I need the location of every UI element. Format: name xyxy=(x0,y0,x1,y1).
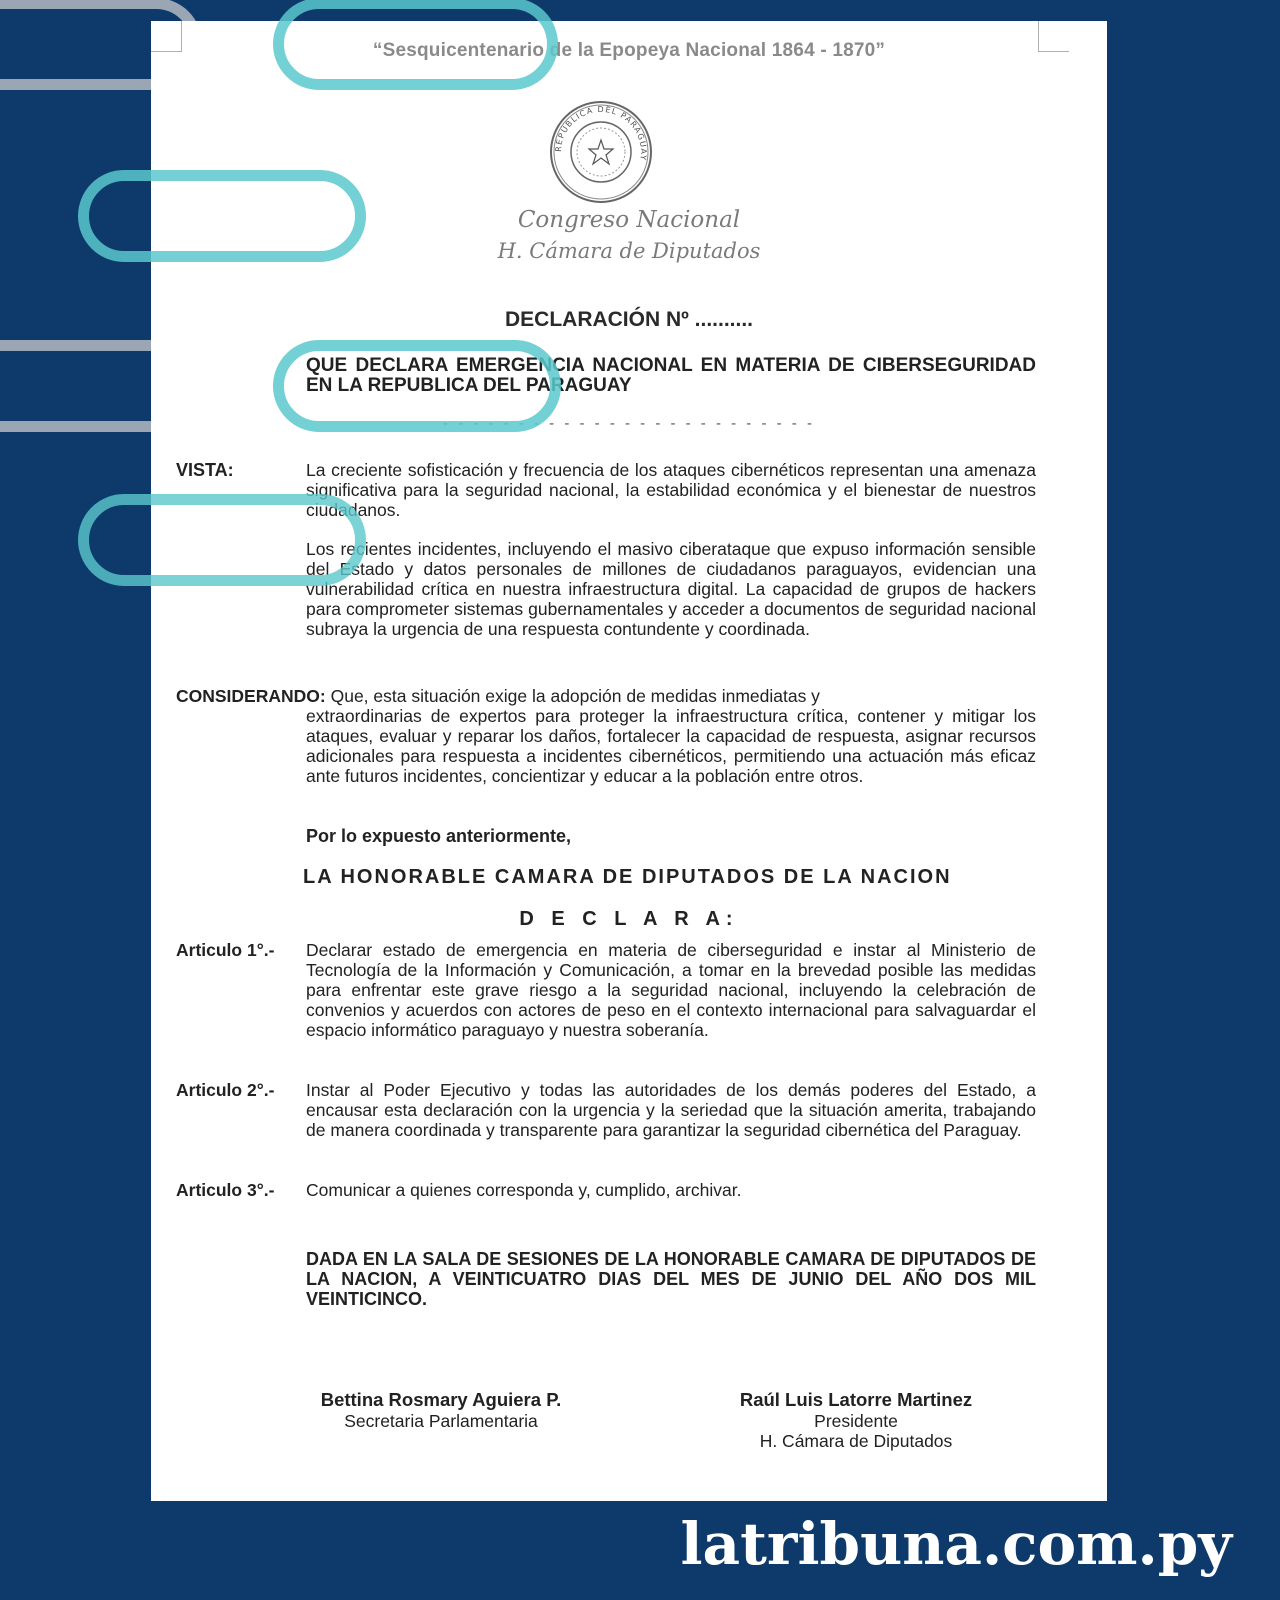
declaration-number: DECLARACIÓN Nº .......... xyxy=(504,308,753,331)
signature-block-left xyxy=(291,1389,591,1431)
signatory-left-name: Bettina Rosmary Aguiera P. xyxy=(320,1389,562,1410)
article-2-label: Articulo 2°.- xyxy=(176,1080,275,1100)
signatory-right-name: Raúl Luis Latorre Martinez xyxy=(739,1389,973,1410)
considerando-label: CONSIDERANDO: xyxy=(176,686,326,706)
institution-line-2: H. Cámara de Diputados xyxy=(497,239,761,263)
vista-paragraph-1: La creciente sofisticación y frecuencia de los ataques cibernéticos representan una amenaza significativa para la seguridad nacional, la estabilidad económica y el bienestar de nuestros ciudadanos. xyxy=(306,460,1036,520)
declara-heading: D E C L A R A: xyxy=(519,908,739,930)
declaration-subject: QUE DECLARA EMERGENCIA NACIONAL EN MATERIA DE CIBERSEGURIDAD EN LA REPUBLICA DEL PARAGUAY xyxy=(306,355,1036,396)
por-lo-expuesto: Por lo expuesto anteriormente, xyxy=(306,826,572,846)
considerando-paragraph: extraordinarias de expertos para proteger la infraestructura crítica, contener y mitigar los ataques, evaluar y reparar los daños, fortalecer la capacidad de respuesta, asignar recursos adicionales para respuesta a incidentes cibernéticos, permitiendo una actuación más eficaz ante futuros incidentes, concientizar y educar a la población entre otros. xyxy=(306,706,1036,786)
decor-pill-6 xyxy=(78,494,366,586)
article-1-label: Articulo 1°.- xyxy=(176,940,275,960)
vista-paragraph-2: Los recientes incidentes, incluyendo el masivo ciberataque que expuso información sensible del Estado y datos personales de millones de ciudadanos paraguayos, evidencian una vulnerabilidad crítica en nuestra infraestructura digital. La capacidad de grupos de hackers para comprometer sistemas gubernamentales y acceder a documentos de seguridad nacional subraya la urgencia de una respuesta contundente y coordinada. xyxy=(306,539,1036,639)
signatory-left-role: Secretaria Parlamentaria xyxy=(344,1411,538,1431)
dada-en-la-sala: DADA EN LA SALA DE SESIONES DE LA HONORABLE CAMARA DE DIPUTADOS DE LA NACION, A VEINTICUATRO DIAS DEL MES DE JUNIO DEL AÑO DOS MIL VEINTICINCO. xyxy=(306,1249,1036,1309)
considerando-first-line xyxy=(176,686,1036,706)
vista-label: VISTA: xyxy=(176,460,234,480)
seal-text: REPÚBLICA DEL PARAGUAY xyxy=(553,104,649,162)
separator-line: - - - - - - - - - - - - - - - - - - - - - - - - - xyxy=(443,415,815,432)
national-seal-icon xyxy=(548,99,654,205)
decor-pill-4 xyxy=(78,170,366,262)
signature-block-right xyxy=(701,1389,1011,1451)
signatory-right-org: H. Cámara de Diputados xyxy=(759,1431,953,1451)
article-3-label: Articulo 3°.- xyxy=(176,1180,275,1200)
signatory-right-role: Presidente xyxy=(814,1411,898,1431)
considerando-first-text: Que, esta situación exige la adopción de medidas inmediatas y xyxy=(330,686,820,706)
article-1-text: Declarar estado de emergencia en materia de ciberseguridad e instar al Ministerio de Tecnología de la Información y Comunicación, a tomar en la brevedad posible las medidas para enfrentar este grave riesgo a la seguridad nacional, incluyendo la celebración de convenios y acuerdos con actores de peso en el contexto internacional para salvaguardar el espacio informático paraguayo y nuestra soberanía. xyxy=(306,940,1036,1040)
brand-watermark: latribuna.com.py xyxy=(680,1510,1232,1578)
article-3-text: Comunicar a quienes corresponda y, cumplido, archivar. xyxy=(306,1180,742,1200)
institution-line-1: Congreso Nacional xyxy=(517,207,741,233)
camara-heading: LA HONORABLE CAMARA DE DIPUTADOS DE LA NACION xyxy=(303,866,952,888)
decor-pill-2 xyxy=(273,0,558,90)
header-motto: “Sesquicentenario de la Epopeya Nacional 1864 - 1870” xyxy=(372,40,886,61)
decor-pill-5 xyxy=(273,340,561,432)
article-2-text: Instar al Poder Ejecutivo y todas las autoridades de los demás poderes del Estado, a encausar esta declaración con la urgencia y la seriedad que la situación amerita, trabajando de manera coordinada y transparente para garantizar la seguridad cibernética del Paraguay. xyxy=(306,1080,1036,1140)
